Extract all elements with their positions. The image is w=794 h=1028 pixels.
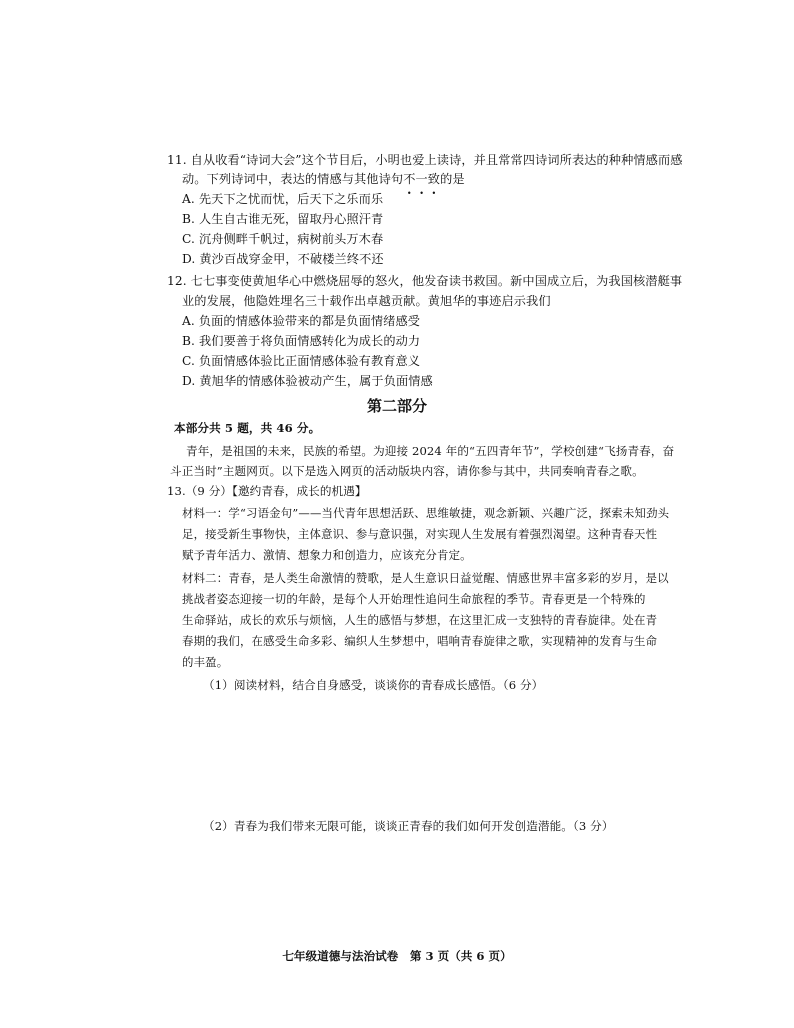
q11-emphasis-char-3: 致 [427,172,441,186]
q11-stem-line1: 11. 自从收看“诗词大会”这个节目后，小明也爱上读诗，并且常常四诗词所表达的种种情感而感 [167,153,683,167]
q13-title: 13.（9 分）【邀约青春，成长的机遇】 [167,484,367,498]
q11-option-a[interactable]: A. 先天下之忧而忧，后天下之乐而乐 [182,192,384,206]
q13-material1-line2: 足，接受新生事物快，主体意识、参与意识强，对实现人生发展有着强烈渴望。这种青春天性 [182,527,658,541]
q13-material1-line1: 材料一：学“习语金句”——当代青年思想活跃、思维敏捷，观念新颖、兴趣广泛，探索未知劲头 [182,506,670,520]
q13-subquestion-2: （2）青春为我们带来无限可能，谈谈正青春的我们如何开发创造潜能。（3 分） [203,819,614,833]
q11-option-c[interactable]: C. 沉舟侧畔千帆过，病树前头万木春 [182,232,384,246]
q13-subquestion-1: （1）阅读材料，结合自身感受，谈谈你的青春成长感悟。（6 分） [203,678,544,692]
part2-para-line2: 斗正当时”主题网页。以下是选入网页的活动版块内容，请你参与其中，共同奏响青春之歌。 [170,464,644,478]
part2-para-line1: 青年，是祖国的未来，民族的希望。为迎接 2024 年的“五四青年节”，学校创建“飞扬青春，奋 [186,444,675,458]
q13-answer-area-2[interactable] [182,840,612,940]
q12-option-b[interactable]: B. 我们要善于将负面情感转化为成长的动力 [182,334,421,348]
q11-emphasis-char-2: 一 [415,172,428,186]
q13-material1-line3: 赋予青年活力、激情、想象力和创造力，应该充分肯定。 [182,548,472,562]
q13-material2-line4: 春期的我们，在感受生命多彩、编织人生梦想中，唱响青春旋律之歌，实现精神的发育与生命 [182,634,658,648]
q12-option-d[interactable]: D. 黄旭华的情感体验被动产生，属于负面情感 [182,374,433,388]
page-footer: 七年级道德与法治试卷 第 3 页（共 6 页） [282,949,512,963]
q12-option-c[interactable]: C. 负面情感体验比正面情感体验有教育意义 [182,354,421,368]
q13-material2-line5: 的丰盈。 [182,655,229,669]
part2-heading: 第二部分 [366,397,427,415]
q11-emphasis-char-1: 不 [403,172,416,186]
q13-answer-area-1[interactable] [182,700,612,810]
q13-material2-line3: 生命驿站，成长的欢乐与烦恼，人生的感悟与梦想，在这里汇成一支独特的青春旋律。处在青 [182,613,658,627]
q12-option-a[interactable]: A. 负面的情感体验带来的都是负面情绪感受 [182,314,421,328]
part2-intro: 本部分共 5 题，共 46 分。 [174,421,321,435]
q12-stem-line2: 业的发展，他隐姓埋名三十载作出卓越贡献。黄旭华的事迹启示我们 [182,294,551,308]
q11-option-b[interactable]: B. 人生自古谁无死，留取丹心照汗青 [182,212,384,226]
q13-material2-line2: 挑战者姿态迎接一切的年龄，是每个人开始理性追问生命旅程的季节。青春更是一个特殊的 [182,592,646,606]
q11-stem-line2 [182,169,465,189]
q13-material2-line1: 材料二：青春，是人类生命激情的赞歌，是人生意识日益觉醒、情感世界丰富多彩的岁月，是以 [182,571,669,585]
q12-stem-line1: 12. 七七事变使黄旭华心中燃烧屈辱的怒火，他发奋读书救国。新中国成立后，为我国核潜艇事 [167,274,683,288]
q11-stem-text: 动。下列诗词中，表达的情感与其他诗句 [182,172,404,186]
q11-option-d[interactable]: D. 黄沙百战穿金甲，不破楼兰终不还 [182,252,384,266]
q11-stem-tail: 的是 [440,172,465,186]
